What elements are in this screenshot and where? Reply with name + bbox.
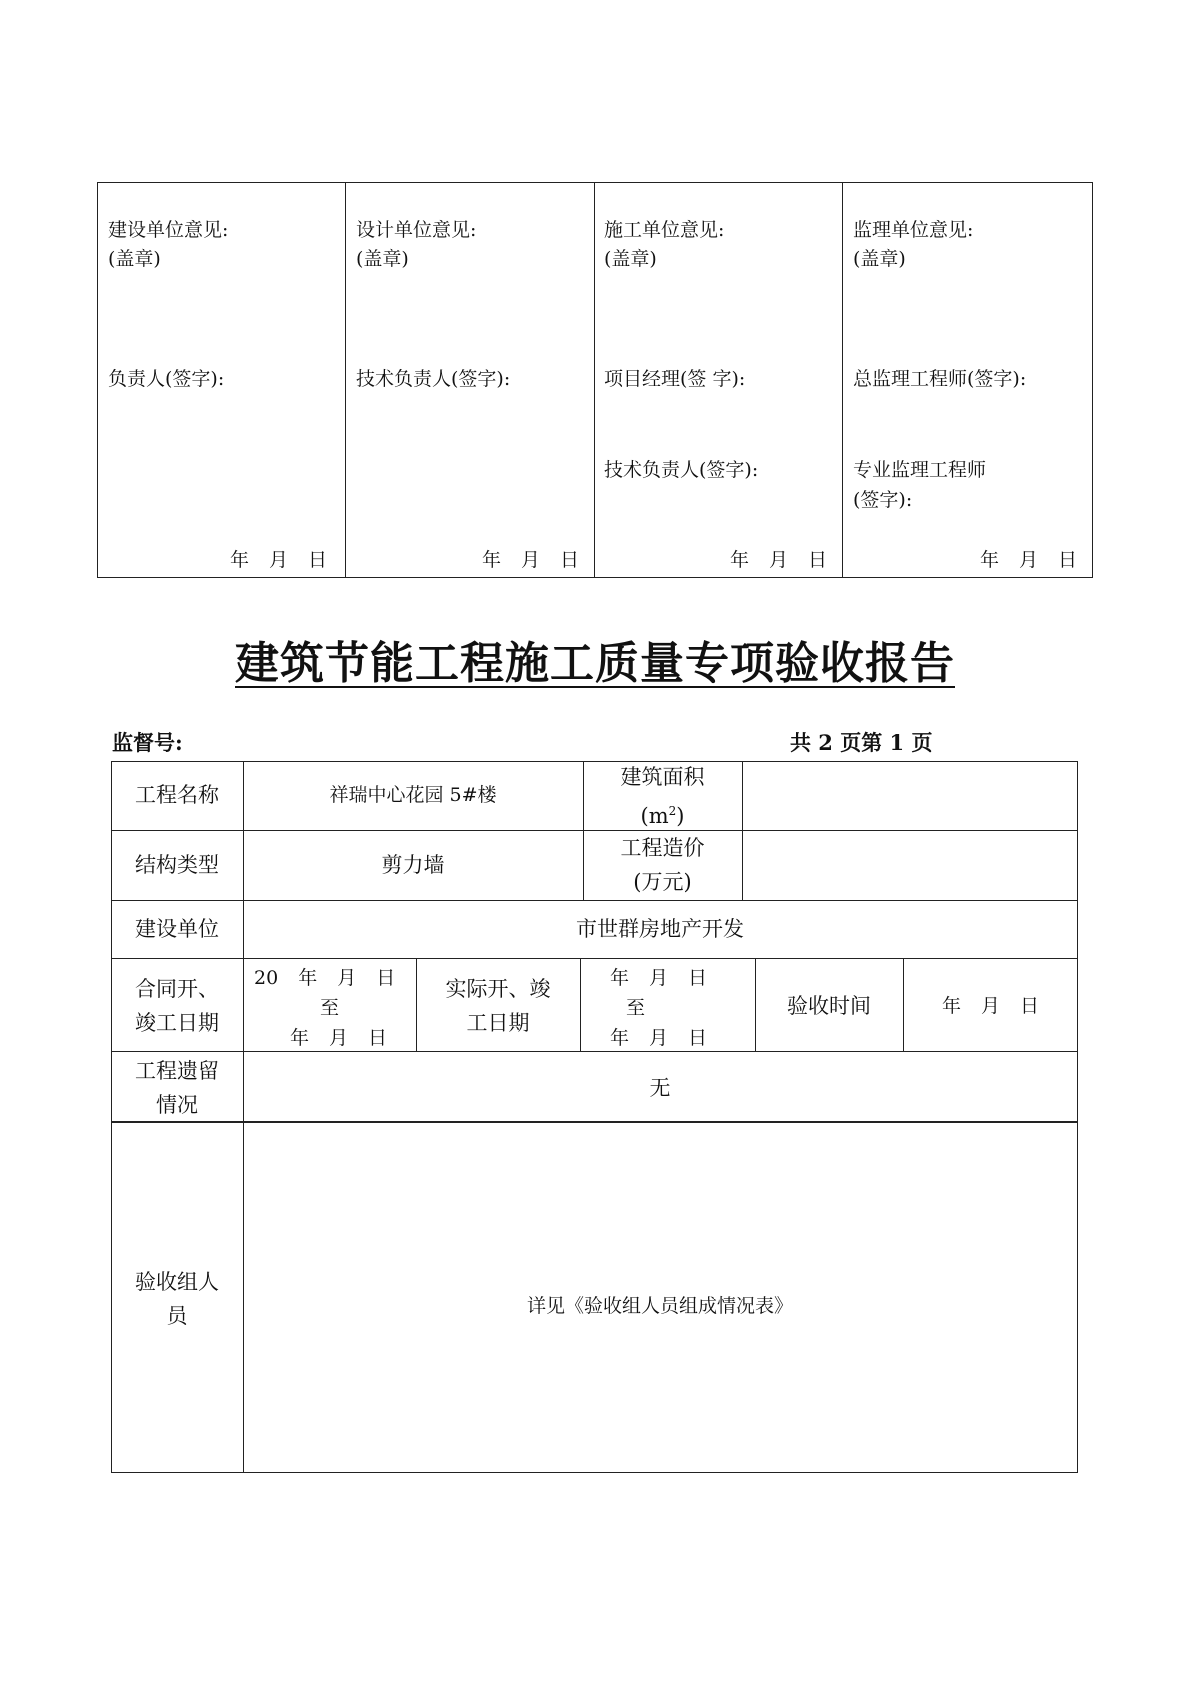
actual-date-label-1: 实际开、竣 (445, 977, 551, 1001)
supervisor-opinion-label: 监理单位意见: (853, 219, 974, 241)
builder-seal-label: (盖章) (108, 248, 161, 270)
designer-seal-label: (盖章) (356, 248, 409, 270)
building-area-label: 建筑面积 (620, 765, 705, 789)
supervision-number-label: 监督号: (112, 730, 183, 755)
acceptance-group-value: 详见《验收组人员组成情况表》 (526, 1295, 793, 1317)
contractor-date: 年 月 日 (730, 549, 828, 571)
actual-date-start: 年 月 日 (610, 967, 708, 989)
project-cost-unit: (万元) (633, 870, 692, 894)
acceptance-time-value: 年 月 日 (942, 995, 1040, 1017)
contractor-manager-sign-label: 项目经理(签 字): (604, 368, 746, 390)
supervisor-seal-label: (盖章) (853, 248, 906, 270)
actual-date-to: 至 (626, 997, 646, 1019)
builder-label: 建设单位 (135, 917, 219, 941)
acceptance-time-label: 验收时间 (787, 994, 871, 1018)
builder-sign-label: 负责人(签字): (108, 368, 225, 390)
remaining-issues-value: 无 (649, 1076, 671, 1100)
project-cost-label: 工程造价 (620, 836, 705, 860)
builder-value: 市世群房地产开发 (576, 917, 744, 941)
designer-sign-label: 技术负责人(签字): (356, 368, 511, 390)
contract-date-to: 至 (319, 997, 339, 1019)
page-info: 共 2 页第 1 页 (790, 730, 933, 755)
contractor-opinion-label: 施工单位意见: (604, 219, 725, 241)
contract-date-end: 年 月 日 (290, 1027, 388, 1049)
contractor-seal-label: (盖章) (604, 248, 657, 270)
specialist-supervisor-sign-label: (签字): (853, 489, 913, 511)
structure-type-value: 剪力墙 (381, 853, 445, 877)
builder-date: 年 月 日 (230, 549, 328, 571)
report-title: 建筑节能工程施工质量专项验收报告 (235, 638, 955, 689)
acceptance-group-label-1: 验收组人 (135, 1270, 219, 1294)
project-name-value: 祥瑞中心花园 5#楼 (329, 784, 497, 806)
specialist-supervisor-label: 专业监理工程师 (853, 459, 987, 481)
supervisor-date: 年 月 日 (980, 549, 1078, 571)
contract-date-label-2: 竣工日期 (135, 1011, 219, 1035)
contractor-tech-sign-label: 技术负责人(签字): (604, 459, 759, 481)
remaining-issues-label-1: 工程遗留 (135, 1059, 219, 1083)
remaining-issues-label-2: 情况 (156, 1093, 198, 1117)
structure-type-label: 结构类型 (135, 853, 219, 877)
acceptance-group-label-2: 员 (166, 1304, 188, 1328)
actual-date-end: 年 月 日 (610, 1027, 708, 1049)
designer-date: 年 月 日 (482, 549, 580, 571)
building-area-unit: $(m^2)$ (640, 804, 685, 828)
chief-supervisor-sign-label: 总监理工程师(签字): (853, 368, 1027, 390)
designer-opinion-label: 设计单位意见: (356, 219, 477, 241)
project-name-label: 工程名称 (135, 783, 219, 807)
contract-date-label-1: 合同开、 (135, 977, 219, 1001)
actual-date-label-2: 工日期 (466, 1011, 530, 1035)
builder-opinion-label: 建设单位意见: (108, 219, 229, 241)
contract-date-start: 20 年 月 日 (254, 967, 396, 989)
